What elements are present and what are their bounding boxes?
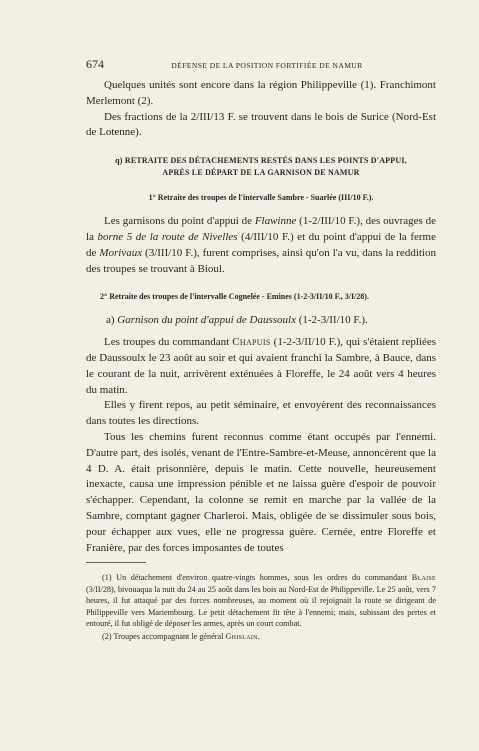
text-run: (1-2-3/II/10 F.), qui s'étaient repliées de Daussoulx le 23 août au soir et qui avaient franchi la Sambre, à Bauce, dans le courant de la nuit, arrivèrent exténuées à Floreffe, le 24 août vers 4 heures du matin. [86, 336, 436, 396]
subsection-a-title: Garnison du point d'appui de Daussoulx [117, 314, 296, 327]
text-run: Les garnisons du point d'appui de [104, 215, 255, 228]
text-run: a) [106, 314, 118, 327]
subsection-heading-2: 2° Retraite des troupes de l'intervalle Cognelée - Emines (1-2-3/II/10 F., 3/I/28). [100, 292, 369, 302]
text-run: (3/II/28), bivouaqua la nuit du 24 au 25 août dans les bois au Nord-Est de Philippeville. Le 25 août, vers 7 heures, il fut attaqué par des forces nombreuses, au moment où il rejoignait la route se dirigeant de Philippeville vers Mariembourg. Le petit détachement fit tête à l'ennemi; mais, subissant des pertes et entouré, il fut obligé de déposer les armes, après un court combat. [86, 584, 436, 629]
paragraph-chemins: Tous les chemins furent reconnus comme étant occupés par l'ennemi. D'autre part, des isolés, venant de l'Entre-Sambre-et-Meuse, annoncèrent que la 4 D. A. était prisonnière, depuis le matin. Cette nouvelle, heureusement inexacte, causa une impression pénible et ne laissa guère d'espoir de pouvoir s'échapper. Cependant, la colonne se remit en marche par la vallée de la Sambre, comptant gagner Charleroi. Mais, obligée de se dissimuler sous bois, pour échapper aux vues, elle ne progressa guère. Cernée, entre Floreffe et Franière, par des forces imposantes de toutes [86, 430, 436, 554]
text-run: (1-2-3/II/10 F.). [295, 314, 368, 327]
running-head: DÉFENSE DE LA POSITION FORTIFIÉE DE NAMUR [171, 61, 363, 70]
page-number: 674 [86, 57, 104, 71]
paragraph-repos: Elles y firent repos, au petit séminaire, et envoyèrent des reconnaissances dans toutes les directions. [86, 399, 436, 428]
text-run: Les troupes du commandant [104, 336, 233, 349]
paragraph-philippeville: Quelques unités sont encore dans la région Philippeville (1). Franchimont Merlemont (2). [86, 79, 436, 107]
subsection-a-heading [106, 313, 436, 329]
text-run: (1-2/III/10 F.), des ouvrages de la [86, 215, 436, 243]
section-heading-q: q) RETRAITE DES DÉTACHEMENTS RESTÉS DANS LES POINTS D'APPUI, APRÈS LE DÉPART DE LA GARNISON DE NAMUR [115, 156, 407, 178]
text-run: (1) Un détachement d'environ quatre-vingts hommes, sous les ordres du commandant [102, 573, 412, 582]
name-ghislain: Ghislain [225, 631, 258, 641]
name-blaise: Blaise [411, 573, 436, 582]
text-run: (3/III/10 F.), furent comprises, ainsi qu'on l'a vu, dans la reddition des troupes se trouvant à Bioul. [86, 246, 436, 275]
paragraph-garrisons [86, 214, 436, 277]
name-chapuis: Chapuis [232, 336, 271, 349]
text-run: . [257, 631, 260, 641]
footnote-divider [86, 562, 146, 563]
text-run: (4/III/10 F.) et du point d'appui de la ferme de [86, 230, 436, 259]
page-header [86, 57, 436, 72]
place-borne: borne 5 de la route de Nivelles [97, 230, 238, 243]
text-run: (2) Troupes accompagnant le général [102, 631, 226, 641]
place-flawinne: Flawinne [254, 215, 297, 228]
place-morivaux: Morivaux [99, 246, 143, 259]
footnote-1 [86, 572, 436, 630]
paragraph-surice: Des fractions de la 2/III/13 F. se trouvent dans le bois de Surice (Nord-Est de Lotenne). [86, 110, 436, 139]
footnote-2 [86, 631, 436, 643]
footnotes [86, 572, 436, 644]
subsection-heading-1: 1° Retraite des troupes de l'intervalle Sambre - Suarlée (III/10 F.). [148, 193, 374, 203]
paragraph-chapuis [86, 335, 436, 398]
page-body [86, 78, 436, 556]
